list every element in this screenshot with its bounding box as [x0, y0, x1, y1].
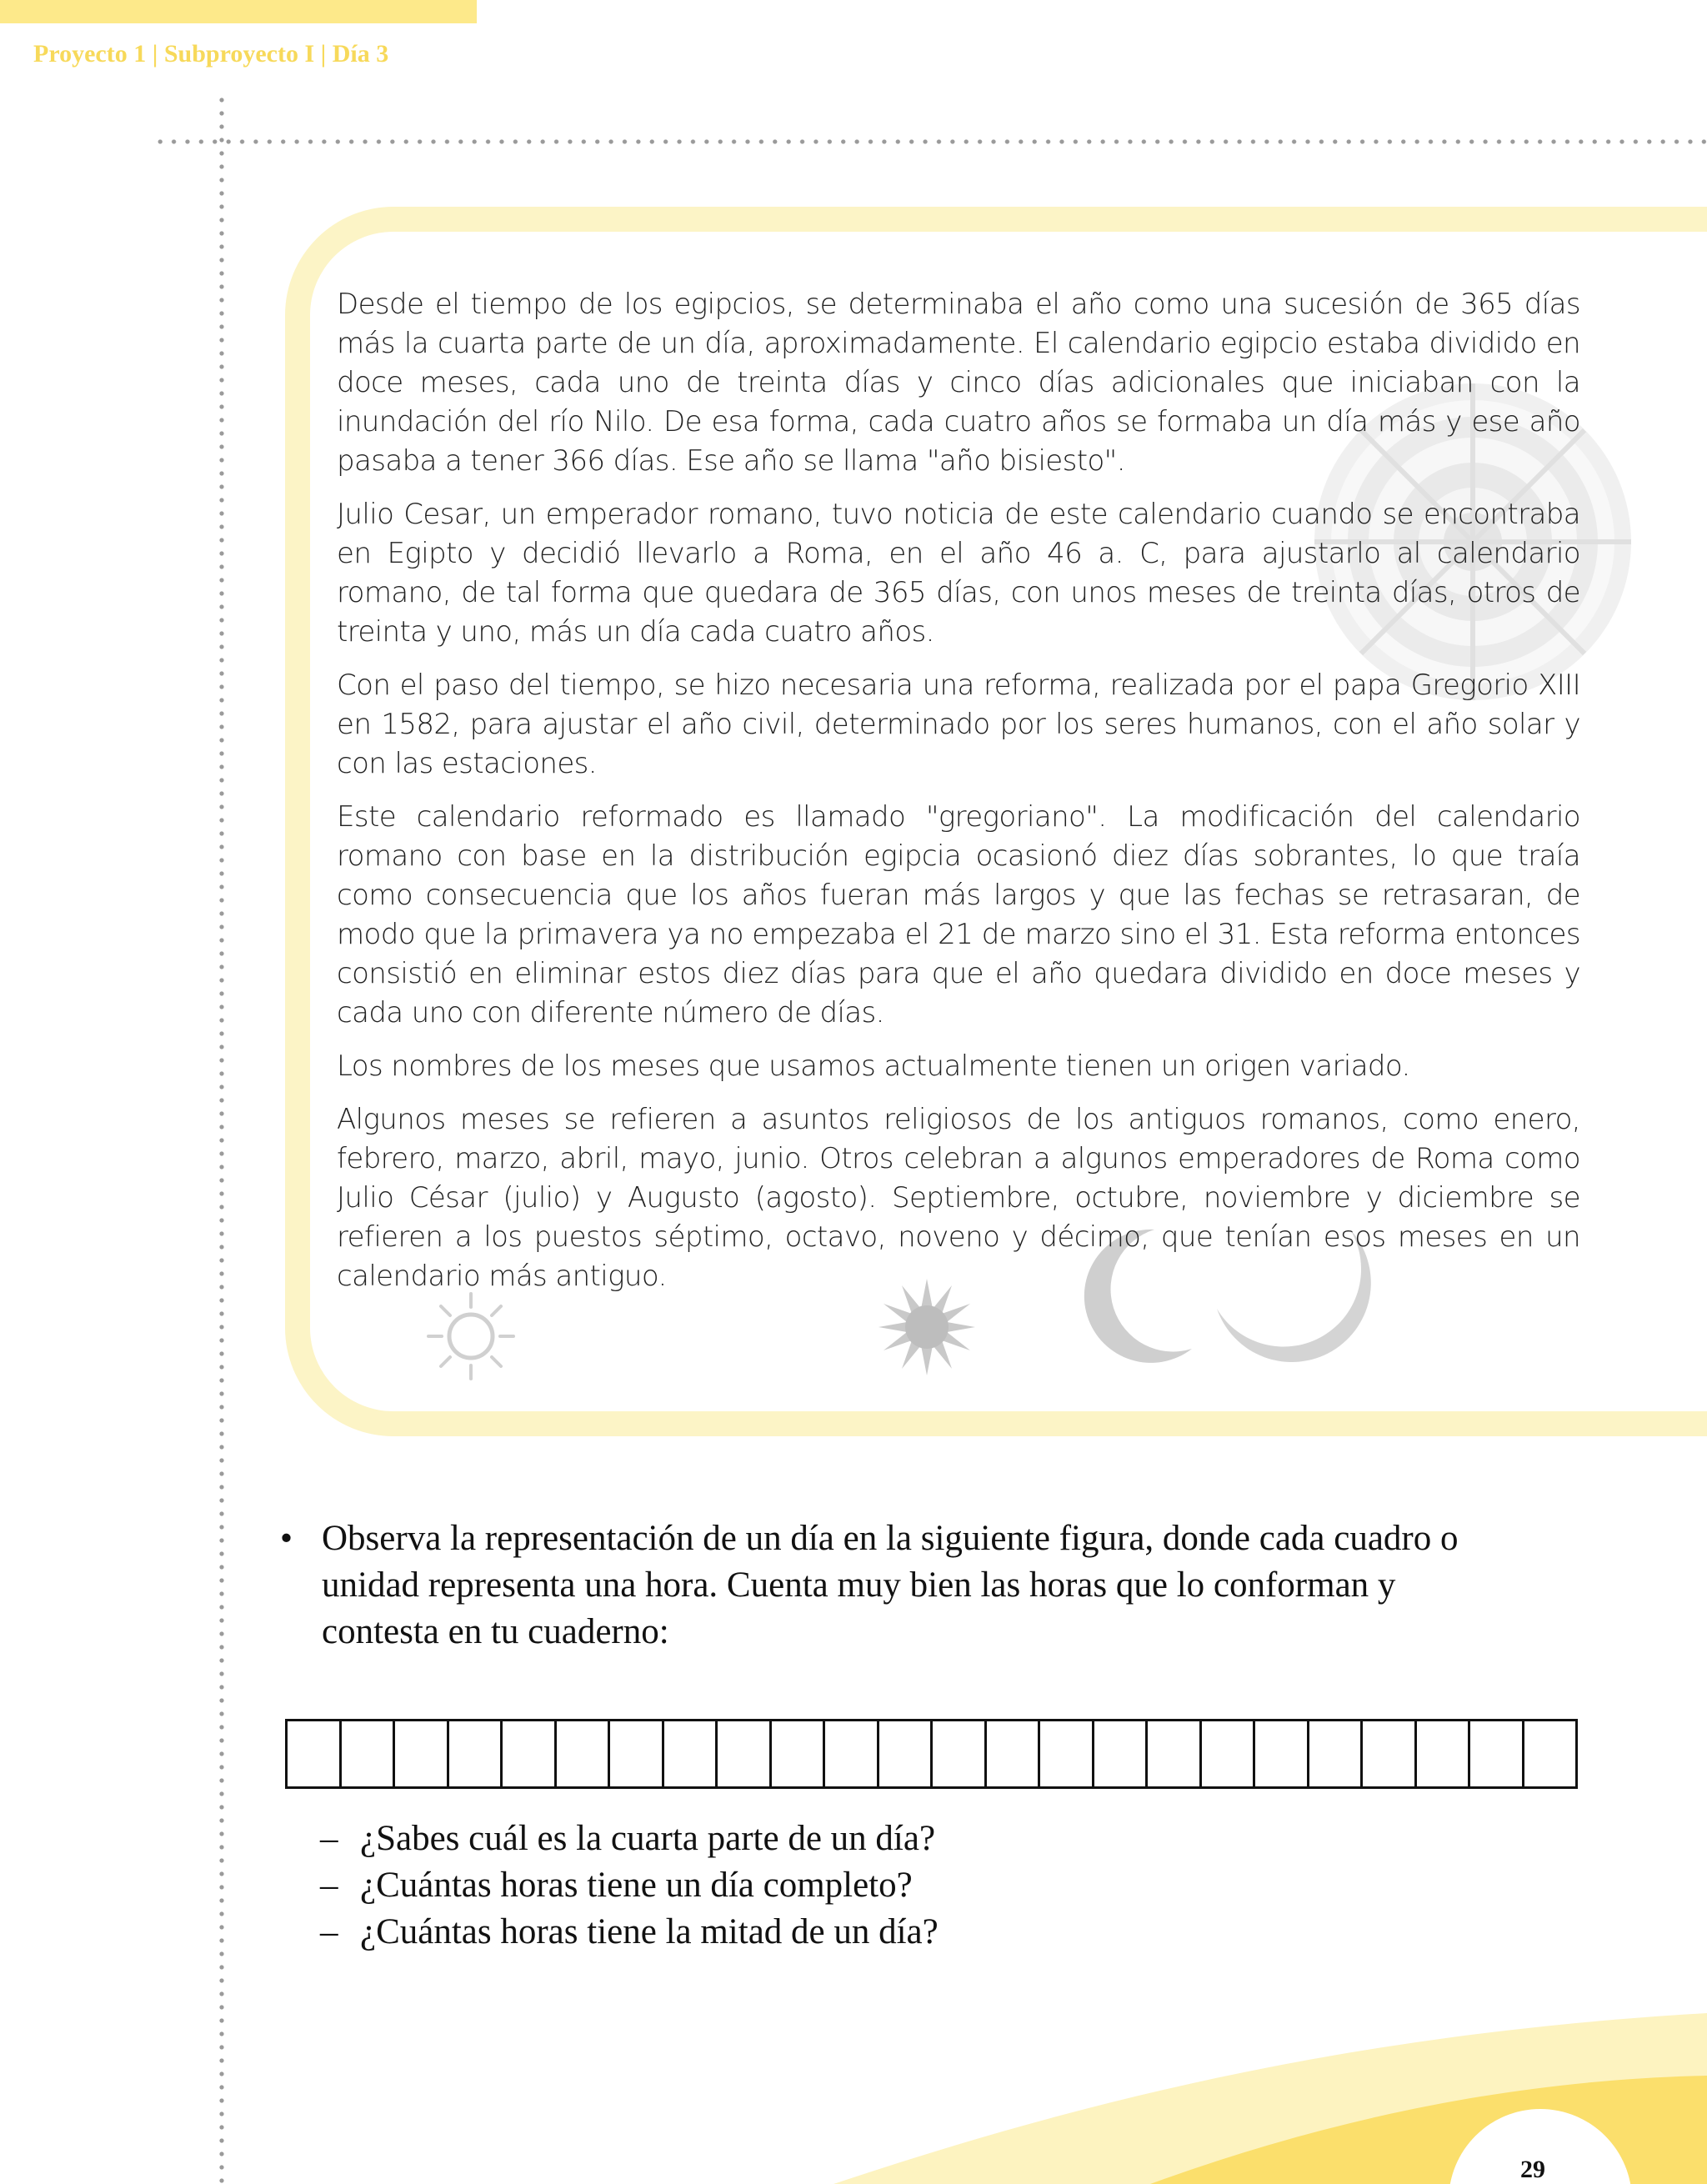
reading-paragraph: Desde el tiempo de los egipcios, se determinaba el año como una sucesión de 365 días más la cuarta parte de un día, aproximadamente. El calendario egipcio estaba dividido en doce meses, cada uno de treinta días y cinco días adicionales que iniciaban con la inundación del río Nilo. De esa forma, cada cuatro años se formaba un día más y ese año pasaba a tener 366 días. Ese año se llama "año bisiesto". [337, 288, 1580, 478]
reading-paragraph: Algunos meses se refieren a asuntos religiosos de los antiguos romanos, como enero, febrero, marzo, abril, mayo, junio. Otros celebran a algunos emperadores de Roma como Julio César (julio) y Augusto (agosto). Septiembre, octubre, noviembre y diciembre se refieren a los puestos séptimo, octavo, noveno y décimo, que tenían esos meses en un calendario más antiguo. [337, 1103, 1580, 1293]
question-text: ¿Cuántas horas tiene un día completo? [360, 1866, 913, 1905]
page-number: 29 [1520, 2156, 1545, 2183]
question-dash: – [320, 1866, 338, 1905]
reading-paragraph: Este calendario reformado es llamado "gregoriano". La modificación del calendario romano con base en la distribución egipcia ocasionó diez días sobrantes, lo que traía como consecuencia que los años fueran más largos y que las fechas se retrasaran, de modo que la primavera ya no empezaba el 21 de marzo sino el 31. Esta reforma entonces consistió en eliminar estos diez días para que el año quedara dividido en doce meses y cada uno con diferente número de días. [337, 800, 1580, 1029]
question-text: ¿Cuántas horas tiene la mitad de un día? [360, 1912, 939, 1951]
reading-paragraph: Con el paso del tiempo, se hizo necesaria una reforma, realizada por el papa Gregorio XIII en 1582, para ajustar el año civil, determinado por los seres humanos, con el año solar y con las estaciones. [337, 669, 1580, 780]
question-dash: – [320, 1819, 338, 1858]
bullet-marker: • [280, 1519, 293, 1558]
reading-paragraph: Julio Cesar, un emperador romano, tuvo noticia de este calendario cuando se encontraba en Egipto y decidió llevarlo a Roma, en el año 46 a. C, para ajustarlo al calendario romano, de tal forma que quedara de 365 días, con unos meses de treinta días, otros de treinta y uno, más un día cada cuatro años. [337, 498, 1580, 649]
instruction-text: Observa la representación de un día en la siguiente figura, donde cada cuadro o unidad representa una hora. Cuenta muy bien las horas que lo conforman y contesta en tu cuaderno: [322, 1519, 1459, 1651]
question-dash: – [320, 1912, 338, 1951]
page-header-title: Proyecto 1 | Subproyecto I | Día 3 [33, 40, 389, 68]
question-text: ¿Sabes cuál es la cuarta parte de un día? [360, 1819, 936, 1858]
reading-paragraph: Los nombres de los meses que usamos actualmente tienen un origen variado. [337, 1049, 1410, 1083]
